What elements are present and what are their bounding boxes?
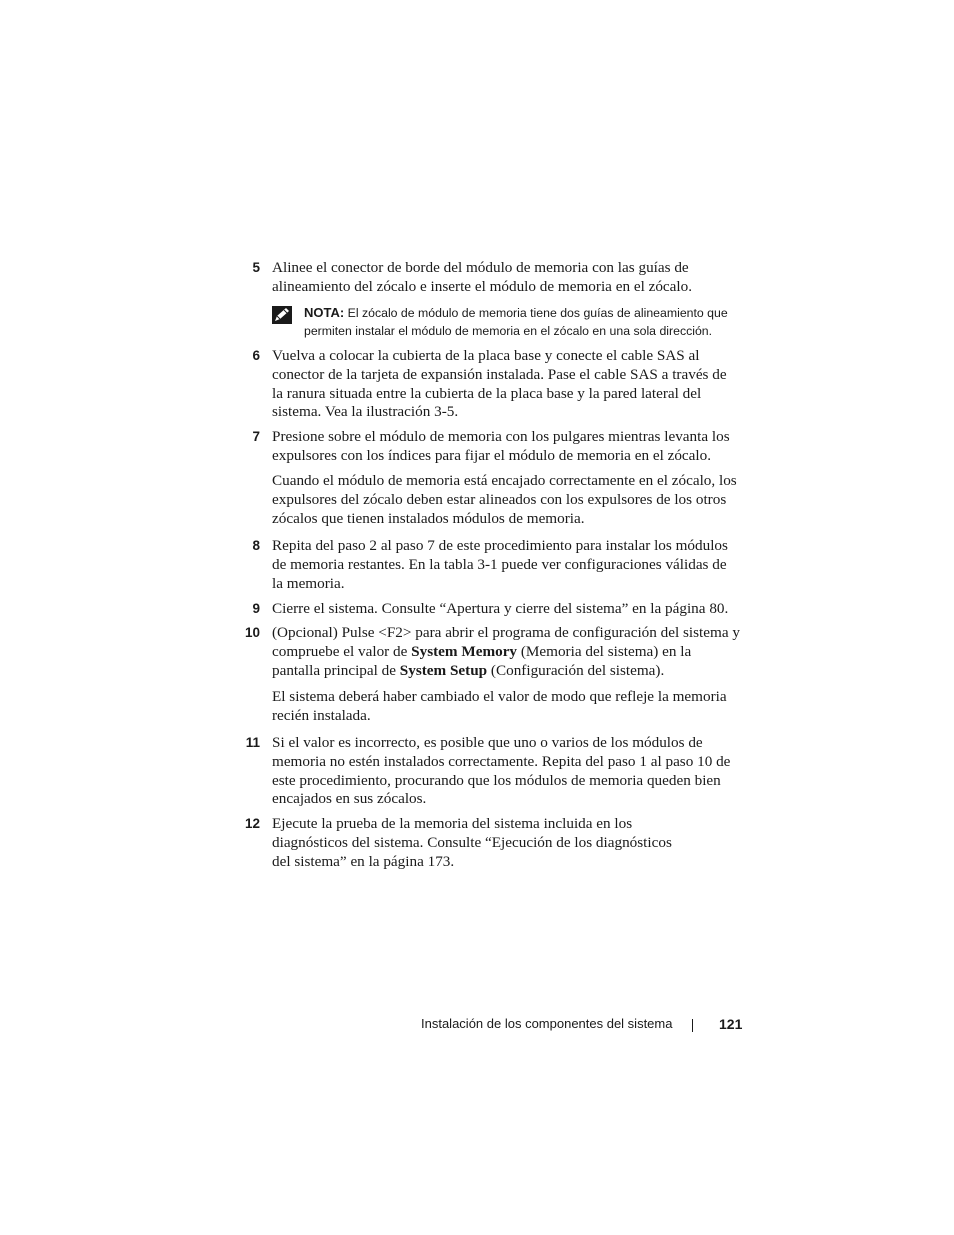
note-pencil-icon [272, 306, 292, 324]
footer-separator [692, 1019, 693, 1032]
note-body: El zócalo de módulo de memoria tiene dos guías de alineamiento que permiten instalar el módulo de memoria en el zócalo en una sola dirección. [304, 306, 728, 338]
step-text: Repita del paso 2 al paso 7 de este procedimiento para instalar los módulos de memoria restantes. En la tabla 3-1 puede ver configuraciones válidas de la memoria. [272, 537, 728, 592]
system-memory-label: System Memory [411, 642, 518, 660]
step-6 [240, 347, 740, 422]
step-text: Cierre el sistema. Consulte “Apertura y cierre del sistema” en la página 80. [272, 600, 729, 617]
note-text [304, 304, 742, 340]
step-number: 10 [244, 625, 260, 640]
system-setup-label: System Setup [399, 661, 488, 679]
step-text-part: (Configuración del sistema). [487, 661, 665, 679]
step-5 [240, 259, 740, 297]
step-9 [240, 600, 740, 619]
step-number: 11 [245, 735, 260, 750]
step-text: Ejecute la prueba de la memoria del sistema incluida en los diagnósticos del sistema. Consulte “Ejecución de los diagnósticos del sistema” en la página 173. [272, 815, 672, 870]
step-number: 12 [244, 816, 260, 831]
note-callout [272, 304, 742, 340]
step-7 [240, 428, 740, 466]
step-7-followup: Cuando el módulo de memoria está encajado correctamente en el zócalo, los expulsores del zócalo deben estar alineados con los expulsores de los otros zócalos que tienen instalados módulos de memoria. [272, 472, 737, 527]
step-text-part: (Opcional) Pulse <F2> para abrir el programa de configuración del sistema y compruebe el valor de [272, 624, 740, 660]
step-11 [240, 734, 740, 809]
step-number: 8 [252, 538, 260, 553]
footer-section-title: Instalación de los componentes del sistema [421, 1016, 673, 1031]
step-10 [240, 624, 740, 680]
step-number: 6 [252, 348, 260, 363]
step-12 [240, 815, 740, 871]
note-label: NOTA: [304, 305, 345, 320]
step-text: Vuelva a colocar la cubierta de la placa base y conecte el cable SAS al conector de la tarjeta de expansión instalada. Pase el cable SAS a través de la ranura situada entre la cubierta de la placa base y la pared lateral del sistema. Vea la ilustración 3-5. [272, 347, 727, 421]
step-8 [240, 537, 740, 593]
step-text: Si el valor es incorrecto, es posible que uno o varios de los módulos de memoria no estén instalados correctamente. Repita del paso 1 al paso 10 de este procedimiento, procurando que los módulos de memoria queden bien encajados en sus zócalos. [272, 734, 731, 808]
step-number: 5 [252, 260, 260, 275]
step-text: Presione sobre el módulo de memoria con los pulgares mientras levanta los expulsores con los índices para fijar el módulo de memoria en el zócalo. [272, 428, 730, 464]
page-number: 121 [719, 1016, 743, 1032]
step-number: 9 [252, 601, 260, 616]
step-10-followup: El sistema deberá haber cambiado el valor de modo que refleje la memoria recién instalada. [272, 688, 727, 724]
step-number: 7 [252, 429, 260, 444]
step-text: Alinee el conector de borde del módulo de memoria con las guías de alineamiento del zócalo e inserte el módulo de memoria en el zócalo. [272, 259, 693, 295]
step-text-part: (Memoria del sistema) en la pantalla principal de [272, 642, 692, 679]
step-text [272, 624, 740, 680]
